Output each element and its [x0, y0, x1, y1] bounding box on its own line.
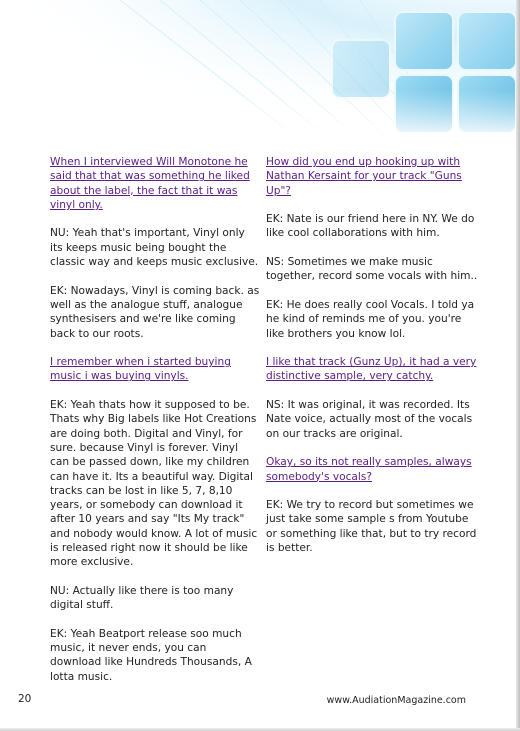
interview-question: I remember when i started buying music i was buying vinyls.: [50, 356, 231, 383]
interview-answer: EK: Yeah Beatport release soo much music, it never ends, you can download like Hundreds Thousands, A lotta music.: [50, 627, 252, 683]
interview-question: How did you end up hooking up with Nathan Kersaint for your track "Guns Up"?: [266, 156, 462, 197]
right-column: [266, 155, 478, 570]
left-column: [50, 155, 260, 698]
header-tiles-graphic: [0, 0, 520, 140]
interview-answer: NS: Sometimes we make music together, record some vocals with him..: [266, 256, 478, 283]
interview-question: When I interviewed Will Monotone he said that that was something he liked about the label, the fact that it was vinyl only.: [50, 156, 250, 211]
page-number: 20: [18, 693, 32, 705]
interview-answer: EK: Yeah thats how it supposed to be. Thats why Big labels like Hot Creations are doing both. Digital and Vinyl, for sure. because Vinyl is forever. Vinyl can be passed down, like my children can have it. Its a beautiful way. Digital tracks can be lost in like 5, 7, 8,10 years, or somebody can download it after 10 years and say "Its My track" and nobody would know. A lot of music is released right now it should be like more exclusive.: [50, 399, 258, 569]
header-decoration: [0, 0, 520, 140]
interview-answer: EK: He does really cool Vocals. I told ya he kind of reminds me of you. you're like brothers you know lol.: [266, 298, 475, 340]
interview-answer: EK: Nowadays, Vinyl is coming back. as well as the analogue stuff, analogue synthesisers and we're like coming back to our roots.: [50, 284, 260, 340]
magazine-url: www.AudiationMagazine.com: [326, 695, 466, 706]
interview-answer: NU: Yeah that's important, Vinyl only its keeps music being bought the classic way and keeps music exclusive.: [50, 227, 259, 269]
interview-answer: EK: We try to record but sometimes we just take some sample s from Youtube or something like that, but to try record is better.: [266, 499, 477, 555]
interview-answer: EK: Nate is our friend here in NY. We do like cool collaborations with him.: [266, 213, 475, 240]
interview-question: I like that track (Gunz Up), it had a very distinctive sample, very catchy.: [266, 356, 477, 383]
interview-answer: NU: Actually like there is too many digital stuff.: [50, 584, 234, 612]
interview-question: Okay, so its not really samples, always somebody's vocals?: [266, 456, 472, 483]
page-edge-shadow: [516, 0, 520, 731]
interview-answer: NS: It was original, it was recorded. Its Nate voice, actually most of the vocals on our tracks are original.: [266, 399, 473, 440]
